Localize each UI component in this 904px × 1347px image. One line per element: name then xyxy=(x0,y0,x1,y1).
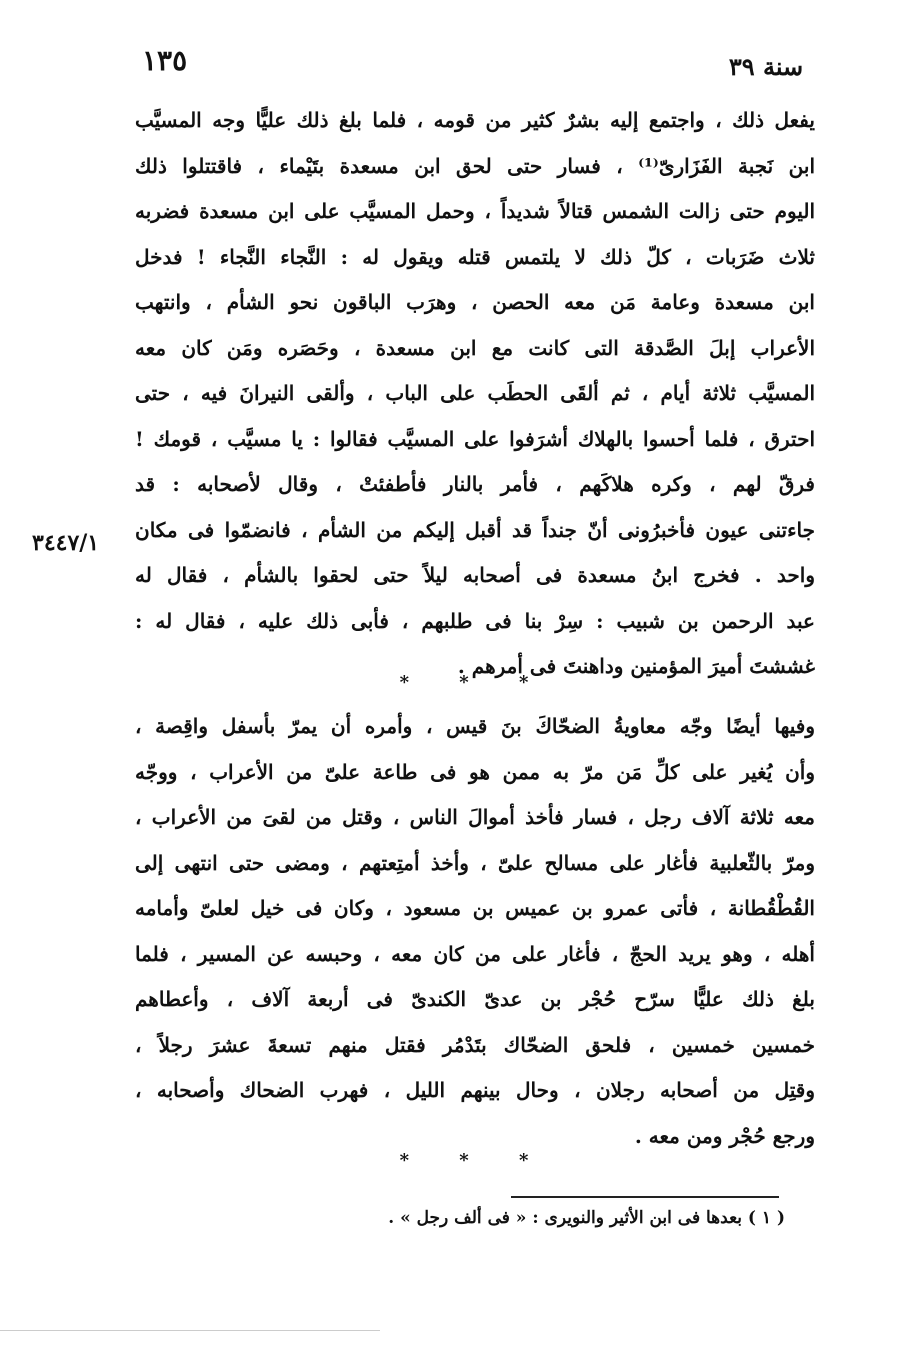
text-line: ابن نَجبة الفَزَارىّ⁽¹⁾ ، فسار حتى لحق ابن مسعدة بتَيْماء ، فاقتتلوا ذلك xyxy=(135,153,815,178)
page-edge-line xyxy=(0,1330,380,1331)
text-line: بلغ ذلك عليًّا سرّح حُجْر بن عدىّ الكندىّ فى أربعة آلاف ، وأعطاهم xyxy=(135,987,815,1011)
text-line: وقتِل من أصحابه رجلان ، وحال بينهم الليل ، فهرب الضحاك وأصحابه ، xyxy=(135,1078,815,1102)
page-number: ١٣٥ xyxy=(142,44,188,77)
text-line: أهله ، وهو يريد الحجّ ، فأغار على من كان معه ، وحبسه عن المسير ، فلما xyxy=(135,941,815,966)
text-line: احترق ، فلما أحسوا بالهلاك أشرَفوا على المسيَّب فقالوا : يا مسيَّب ، قومك ! xyxy=(135,426,815,451)
text-line: المسيَّب ثلاثة أيام ، ثم ألقَى الحطَب على الباب ، وألقى النيرانَ فيه ، حتى xyxy=(135,381,815,405)
text-line: عبد الرحمن بن شبيب : سِرْ بنا فى طلبهم ، فأبى ذلك عليه ، فقال له : xyxy=(135,608,815,633)
paragraph-2 xyxy=(135,704,815,1159)
footnote-divider xyxy=(511,1196,779,1198)
text-line: ابن مسعدة وعامة مَن معه الحصن ، وهرَب الباقون نحو الشأم ، وانتهب xyxy=(135,290,815,314)
text-line: وأن يُغير على كلِّ مَن مرّ به ممن هو فى طاعة علىّ من الأعراب ، ووجّه xyxy=(135,759,815,784)
margin-reference: ٣٤٤٧/١ xyxy=(32,530,100,556)
text-line: اليوم حتى زالت الشمس قتالاً شديداً ، وحمل المسيَّب على ابن مسعدة فضربه xyxy=(135,199,815,223)
text-line: ثلاث ضَرَبات ، كلّ ذلك لا يلتمس قتله ويقول له : النَّجاء النَّجاء ! فدخل xyxy=(135,244,815,269)
text-line: القُطْقُطانة ، فأتى عمرو بن عميس بن مسعود ، وكان فى خيل لعلىّ وأمامه xyxy=(135,896,815,920)
text-line: جاءتنى عيون فأخبرُونى أنّ جنداً قد أقبل إليكم من الشأم ، فانضمّوا فى مكان xyxy=(135,517,815,542)
section-separator: * * * xyxy=(399,672,551,693)
text-line: غششتَ أميرَ المؤمنين وداهنتَ فى أمرهم . xyxy=(457,654,815,678)
text-line: واحد . فخرج ابنُ مسعدة فى أصحابه ليلاً حتى لحقوا بالشأم ، فقال له xyxy=(135,563,815,587)
text-line: معه ثلاثة آلاف رجل ، فسار فأخذ أموالَ الناس ، وقتل من لقىَ من الأعراب ، xyxy=(135,805,815,829)
text-line: خمسين خمسين ، فلحق الضحّاك بتَدْمُر فقتل منهم تسعةَ عشرَ رجلاً ، xyxy=(135,1032,815,1057)
text-line: وفيها أيضًا وجّه معاويةُ الضحّاكَ بنَ قيس ، وأمره أن يمرّ بأسفل واقِصة ، xyxy=(135,714,815,738)
text-line: ومرّ بالثّعلبية فأغار على مسالح علىّ ، وأخذ أمتِعتهم ، ومضى حتى انتهى إلى xyxy=(135,850,815,875)
section-separator: * * * xyxy=(399,1150,551,1171)
text-line: يفعل ذلك ، واجتمع إليه بشرٌ كثير من قومه ، فلما بلغ ذلك عليًّا وجه المسيَّب xyxy=(135,108,815,132)
text-line: ورجع حُجْر ومن معه . xyxy=(634,1123,815,1148)
text-line: الأعراب إبلَ الصَّدقة التى كانت مع ابن مسعدة ، وحَصَره ومَن كان معه xyxy=(135,335,815,360)
text-line: فرقّ لهم ، وكره هلاكَهم ، فأمر بالنار فأطفئتْ ، وقال لأصحابه : قد xyxy=(135,472,815,496)
footnote: ( ١ ) بعدها فى ابن الأثير والنويرى : « فى ألف رجل » . xyxy=(388,1208,785,1228)
running-header: سنة ٣٩ xyxy=(728,52,804,81)
paragraph-1 xyxy=(135,98,815,690)
